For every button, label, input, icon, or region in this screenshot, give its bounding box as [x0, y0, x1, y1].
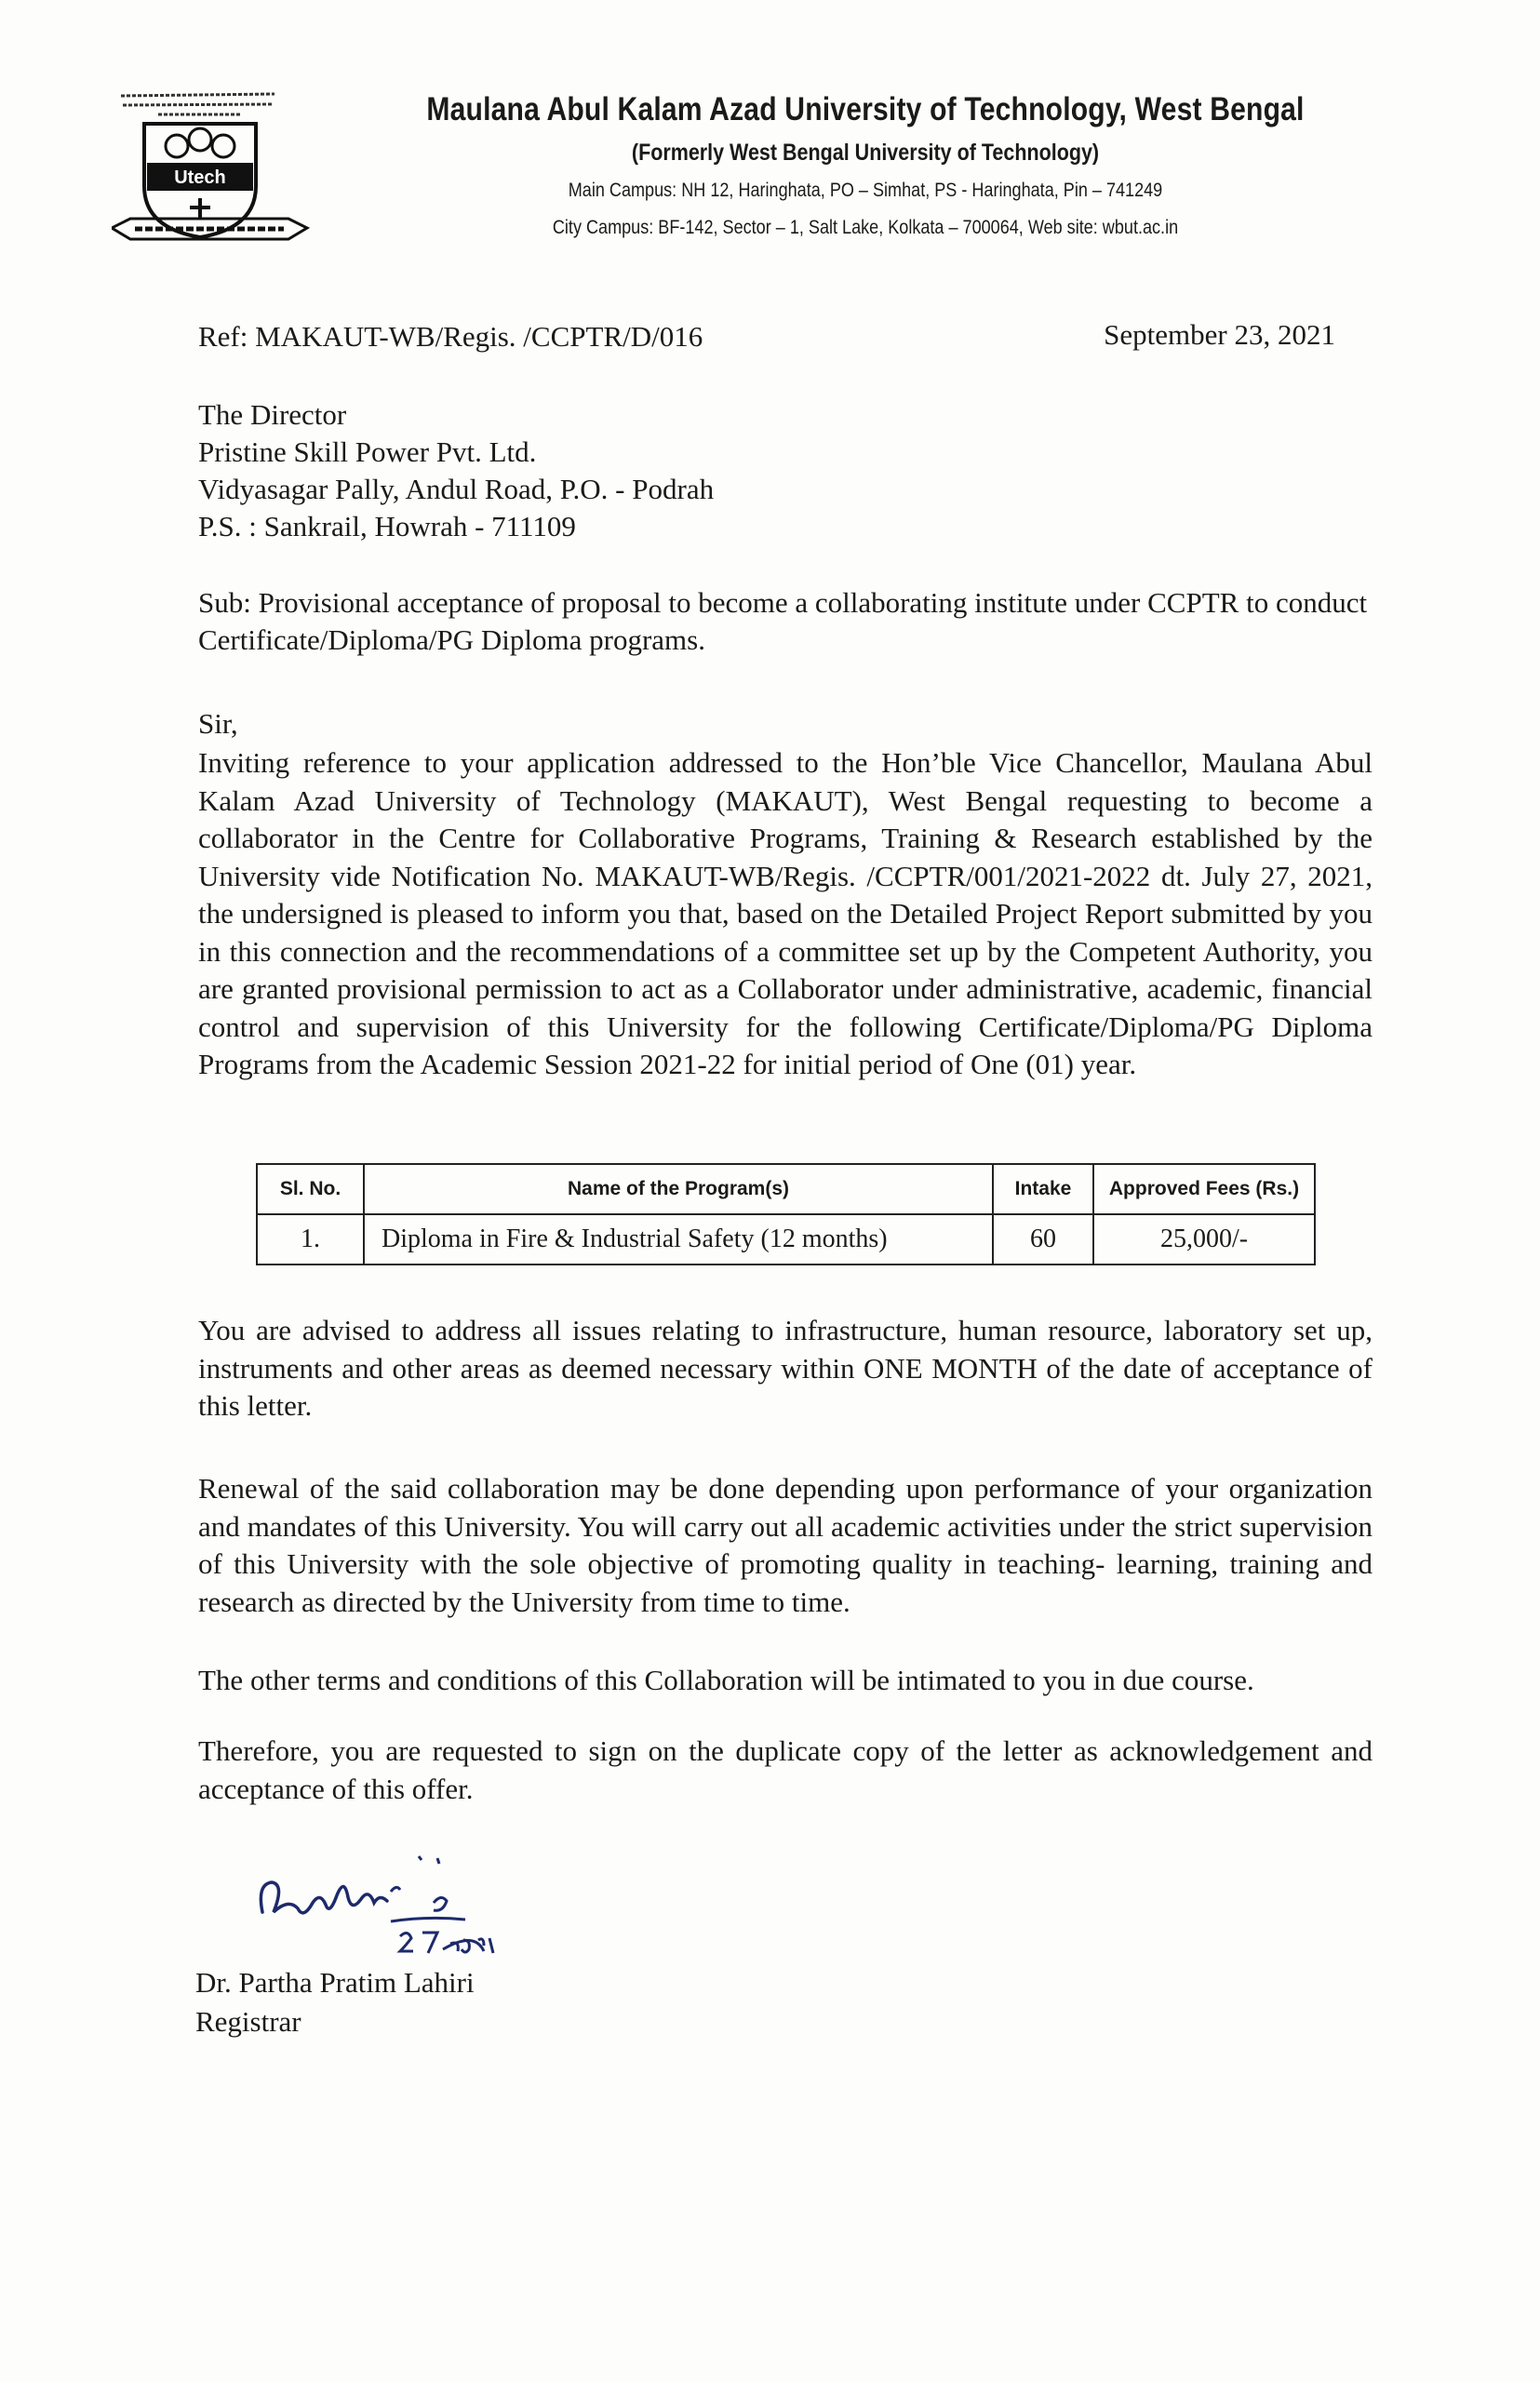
address-line: The Director: [198, 398, 347, 431]
recipient-address: [198, 396, 714, 545]
university-logo-icon: [112, 88, 312, 247]
cell-program: Diploma in Fire & Industrial Safety (12 months): [364, 1214, 993, 1265]
table-row: [257, 1214, 1315, 1265]
subject-line: Sub: Provisional acceptance of proposal to become a collaborating institute under CCPTR to conduct Certificate/Diploma/PG Diploma programs.: [198, 586, 1368, 656]
body-paragraph-2: You are advised to address all issues relating to infrastructure, human resource, laboratory set up, instruments and other areas as deemed necessary within ONE MONTH of the date of acceptance of this letter.: [198, 1314, 1373, 1422]
reference-number: Ref: MAKAUT-WB/Regis. /CCPTR/D/016: [198, 320, 703, 353]
body-paragraph-1: Inviting reference to your application addressed to the Hon’ble Vice Chancellor, Maulana Abul Kalam Azad University of Technology (MAKAUT), West Bengal requesting to become a collaborator in the Centre for Collaborative Programs, Training & Research established by the University vide Notification No. MAKAUT-WB/Regis. /CCPTR/001/2021-2022 dt. July 27, 2021, the undersigned is pleased to inform you that, based on the Detailed Project Report submitted by you in this connection and the recommendations of a committee set up by the Competent Authority, you are granted provisional permission to act as a Collaborator under administrative, academic, financial control and supervision of this University for the following Certificate/Diploma/PG Diploma Programs from the Academic Session 2021-22 for initial period of One (01) year.: [198, 746, 1373, 1080]
body-paragraph-4: The other terms and conditions of this Collaboration will be intimated to you in due course.: [198, 1664, 1254, 1696]
letter-date: September 23, 2021: [1104, 318, 1335, 351]
signatory-title: Registrar: [195, 2005, 301, 2038]
program-table: [256, 1163, 1316, 1265]
logo-label: Utech: [174, 167, 226, 188]
university-name: Maulana Abul Kalam Azad University of Technology, West Bengal: [426, 91, 1305, 127]
cell-intake: 60: [993, 1214, 1093, 1265]
main-campus-address: Main Campus: NH 12, Haringhata, PO – Simhat, PS - Haringhata, Pin – 741249: [568, 180, 1163, 201]
letterhead: [112, 88, 1414, 247]
table-header-row: [257, 1164, 1315, 1214]
column-header-fees: Approved Fees (Rs.): [1093, 1164, 1315, 1214]
handwritten-signature: [251, 1847, 586, 1968]
university-header: [344, 88, 1386, 245]
salutation: Sir,: [198, 707, 238, 740]
former-name: (Formerly West Bengal University of Technology): [631, 140, 1100, 166]
city-campus-address: City Campus: BF-142, Sector – 1, Salt Lake, Kolkata – 700064, Web site: wbut.ac.in: [552, 217, 1179, 238]
signatory-name: Dr. Partha Pratim Lahiri: [195, 1966, 475, 1999]
body-paragraph-5: Therefore, you are requested to sign on the duplicate copy of the letter as acknowledgement and acceptance of this offer.: [198, 1734, 1373, 1805]
column-header-sl-no: Sl. No.: [257, 1164, 364, 1214]
body-paragraph-3: Renewal of the said collaboration may be done depending upon performance of your organization and mandates of this University. You will carry out all academic activities under the strict supervision of this University with the sole objective of promoting quality in teaching- learning, training and research as directed by the University from time to time.: [198, 1472, 1373, 1618]
column-header-program: Name of the Program(s): [364, 1164, 993, 1214]
address-line: Vidyasagar Pally, Andul Road, P.O. - Podrah: [198, 473, 715, 505]
cell-sl-no: 1.: [257, 1214, 364, 1265]
cell-fees: 25,000/-: [1093, 1214, 1315, 1265]
column-header-intake: Intake: [993, 1164, 1093, 1214]
address-line: Pristine Skill Power Pvt. Ltd.: [198, 435, 537, 468]
address-line: P.S. : Sankrail, Howrah - 711109: [198, 510, 576, 542]
signatory-block: [195, 1963, 475, 2041]
